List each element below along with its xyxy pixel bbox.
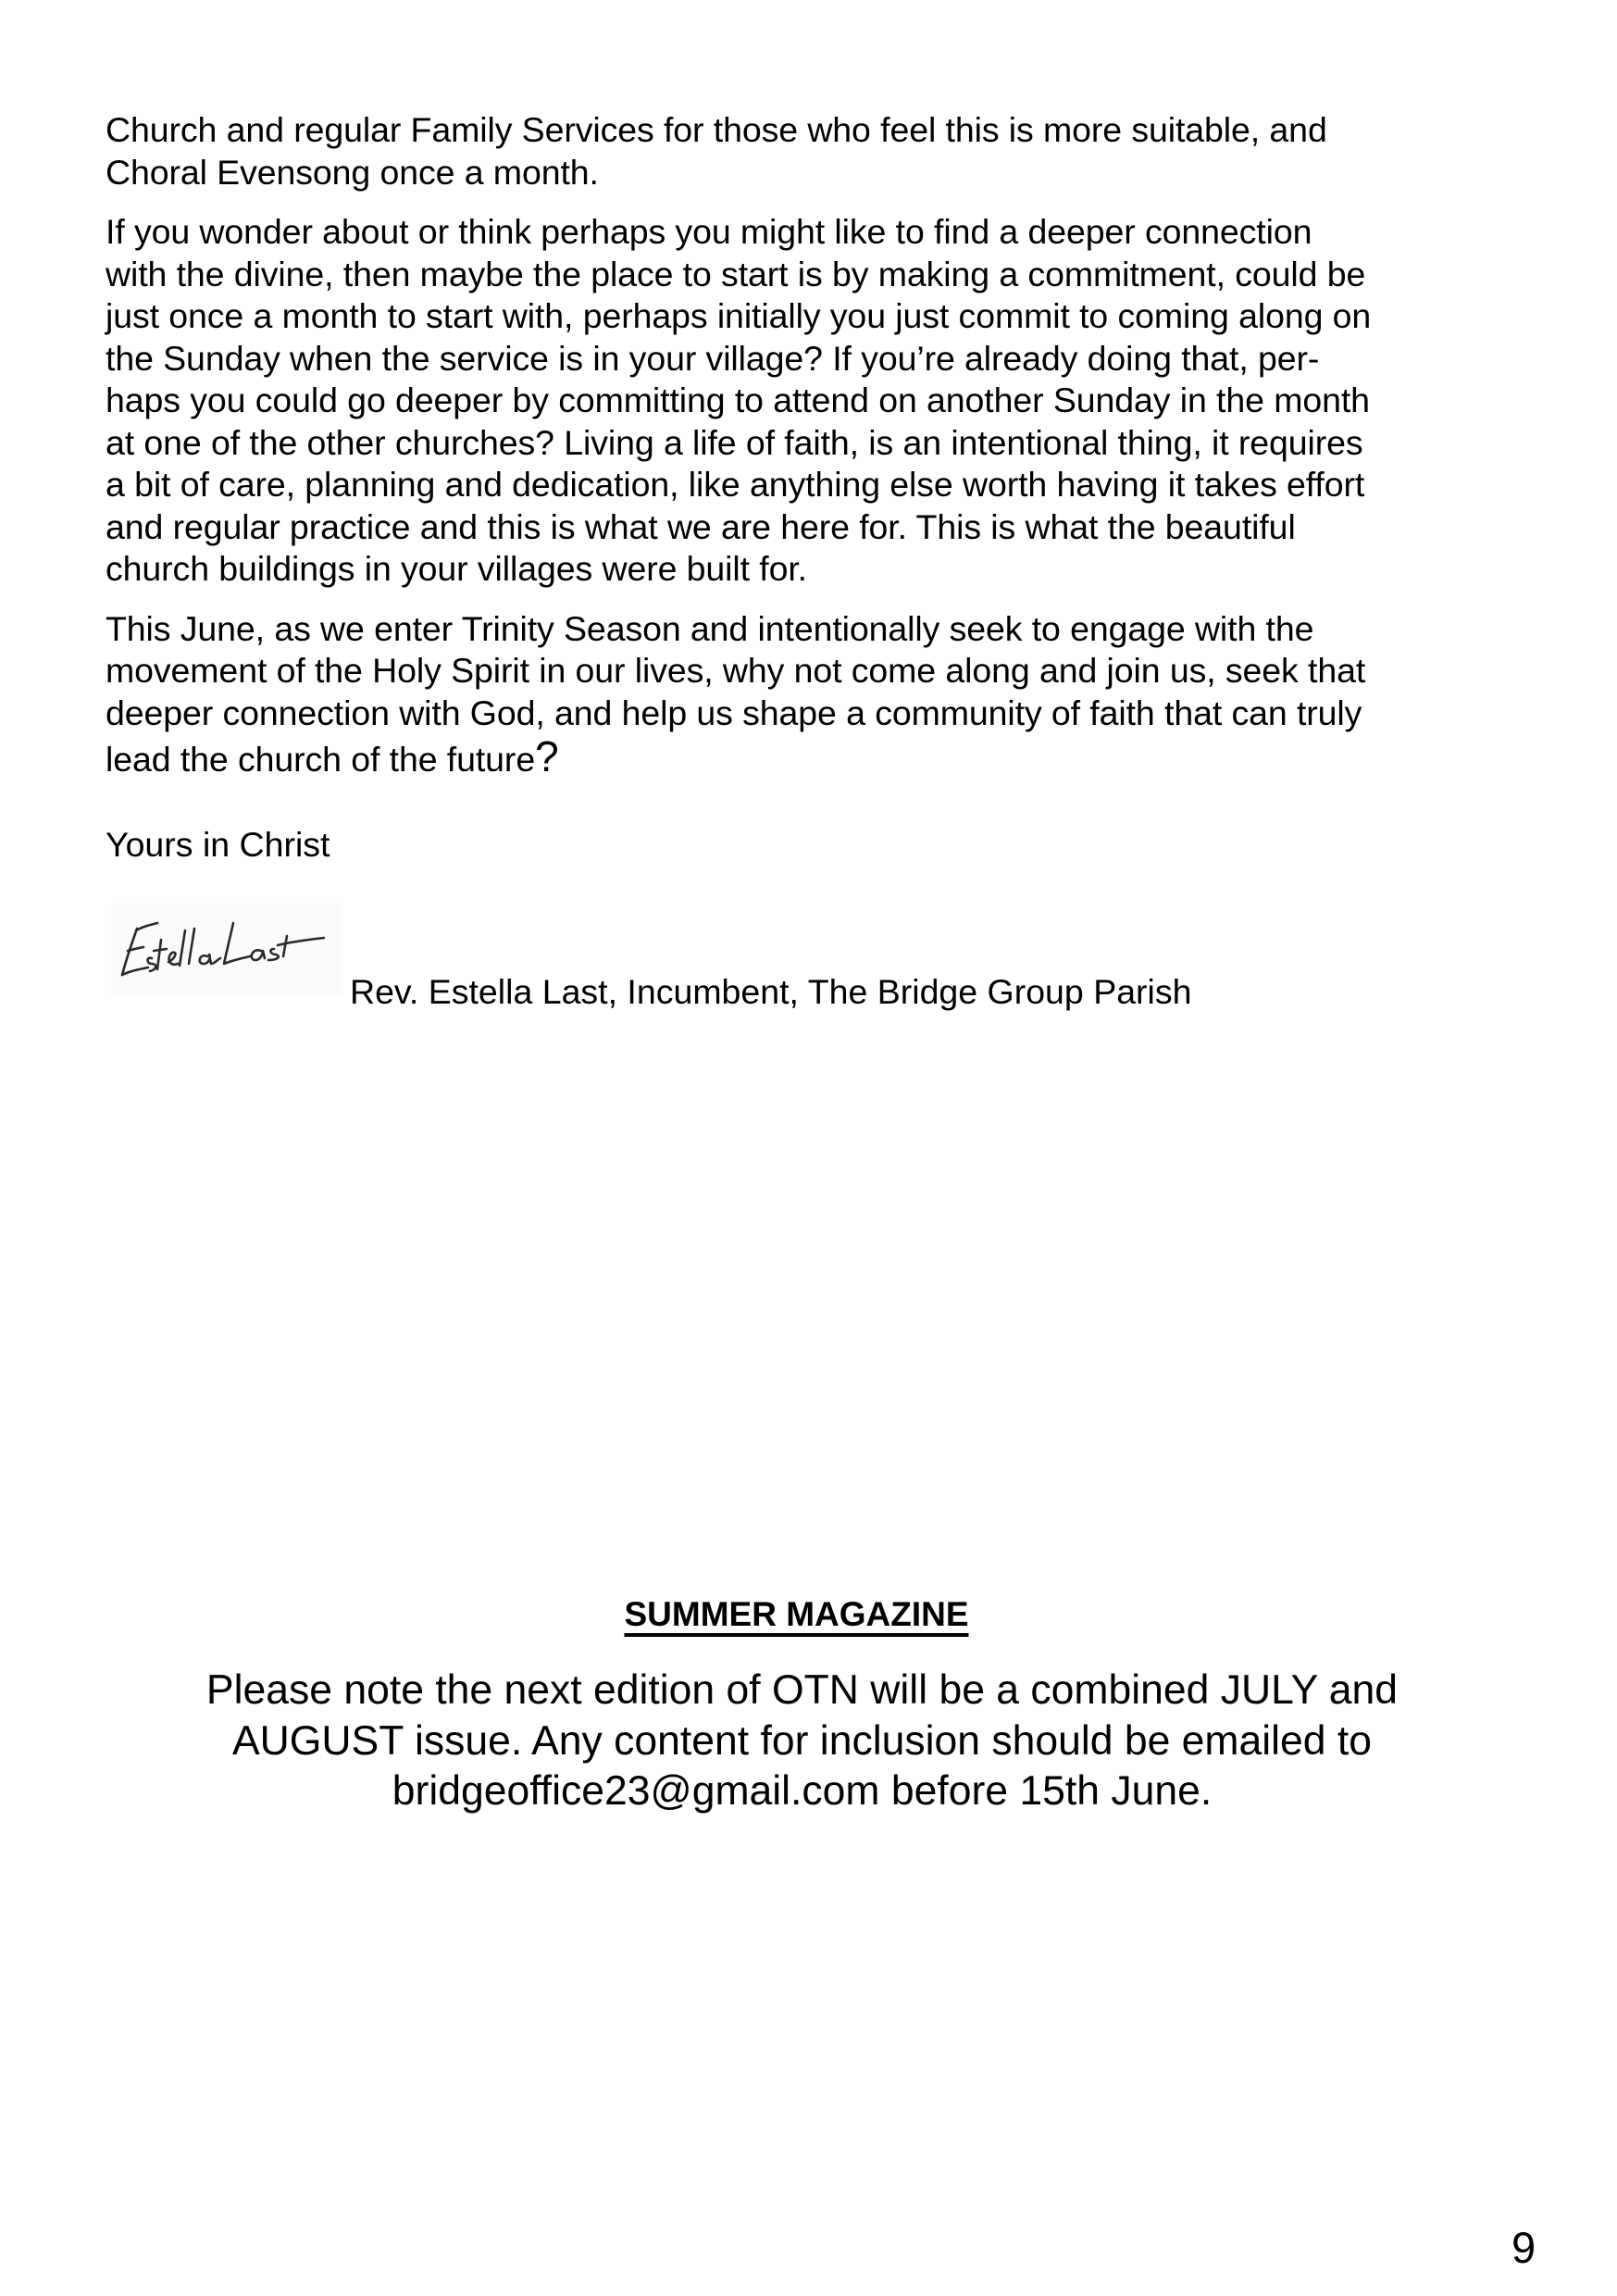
text-line: the Sunday when the service is in your village? If you’re already doing that, per- [106, 338, 1320, 378]
text-line [106, 732, 1536, 781]
text-line: at one of the other churches? Living a life of faith, is an intentional thing, it requires [106, 422, 1363, 462]
text-line: church buildings in your villages were built for. [106, 549, 807, 588]
text-line: a bit of care, planning and dedication, like anything else worth having it takes effort [106, 465, 1365, 504]
paragraph-trinity [106, 608, 1536, 781]
text-line: This June, as we enter Trinity Season and intentionally seek to engage with the [106, 608, 1314, 648]
question-mark: ? [535, 732, 559, 780]
paragraph-services [106, 109, 1536, 193]
text-line: haps you could go deeper by committing to attend on another Sunday in the month [106, 381, 1370, 419]
text-line: deeper connection with God, and help us shape a community of faith that can truly [106, 693, 1362, 732]
notice-line: AUGUST issue. Any content for inclusion should be emailed to [231, 1717, 1372, 1764]
text-line: and regular practice and this is what we are here for. This is what the beautiful [106, 506, 1296, 546]
notice-title: SUMMER MAGAZINE [624, 1595, 969, 1633]
letter-closing: Yours in Christ [106, 825, 330, 864]
signature-image [111, 903, 341, 995]
summer-magazine-notice [0, 1594, 1617, 1817]
letter-body [106, 109, 1536, 799]
notice-line: bridgeoffice23@gmail.com before 15th June. [392, 1768, 1213, 1814]
text-line: Church and regular Family Services for those who feel this is more suitable, and [106, 110, 1327, 149]
text-line: movement of the Holy Spirit in our lives, why not come along and join us, seek that [106, 651, 1366, 690]
text-line: If you wonder about or think perhaps you might like to find a deeper connection [106, 212, 1312, 251]
text-fragment: lead the church of the future [106, 740, 536, 779]
text-line: Choral Evensong once a month. [106, 152, 599, 192]
text-line: just once a month to start with, perhaps initially you just commit to coming along on [106, 296, 1372, 335]
notice-body [0, 1666, 1617, 1817]
paragraph-commitment [106, 211, 1536, 591]
page-number: 9 [1511, 2223, 1536, 2272]
notice-line: Please note the next edition of OTN will be a combined JULY and [205, 1667, 1399, 1713]
handwritten-signature-icon [111, 903, 341, 995]
signatory-name: Rev. Estella Last, Incumbent, The Bridge Group Parish [350, 972, 1192, 1011]
text-line: with the divine, then maybe the place to start is by making a commitment, could be [106, 254, 1366, 293]
